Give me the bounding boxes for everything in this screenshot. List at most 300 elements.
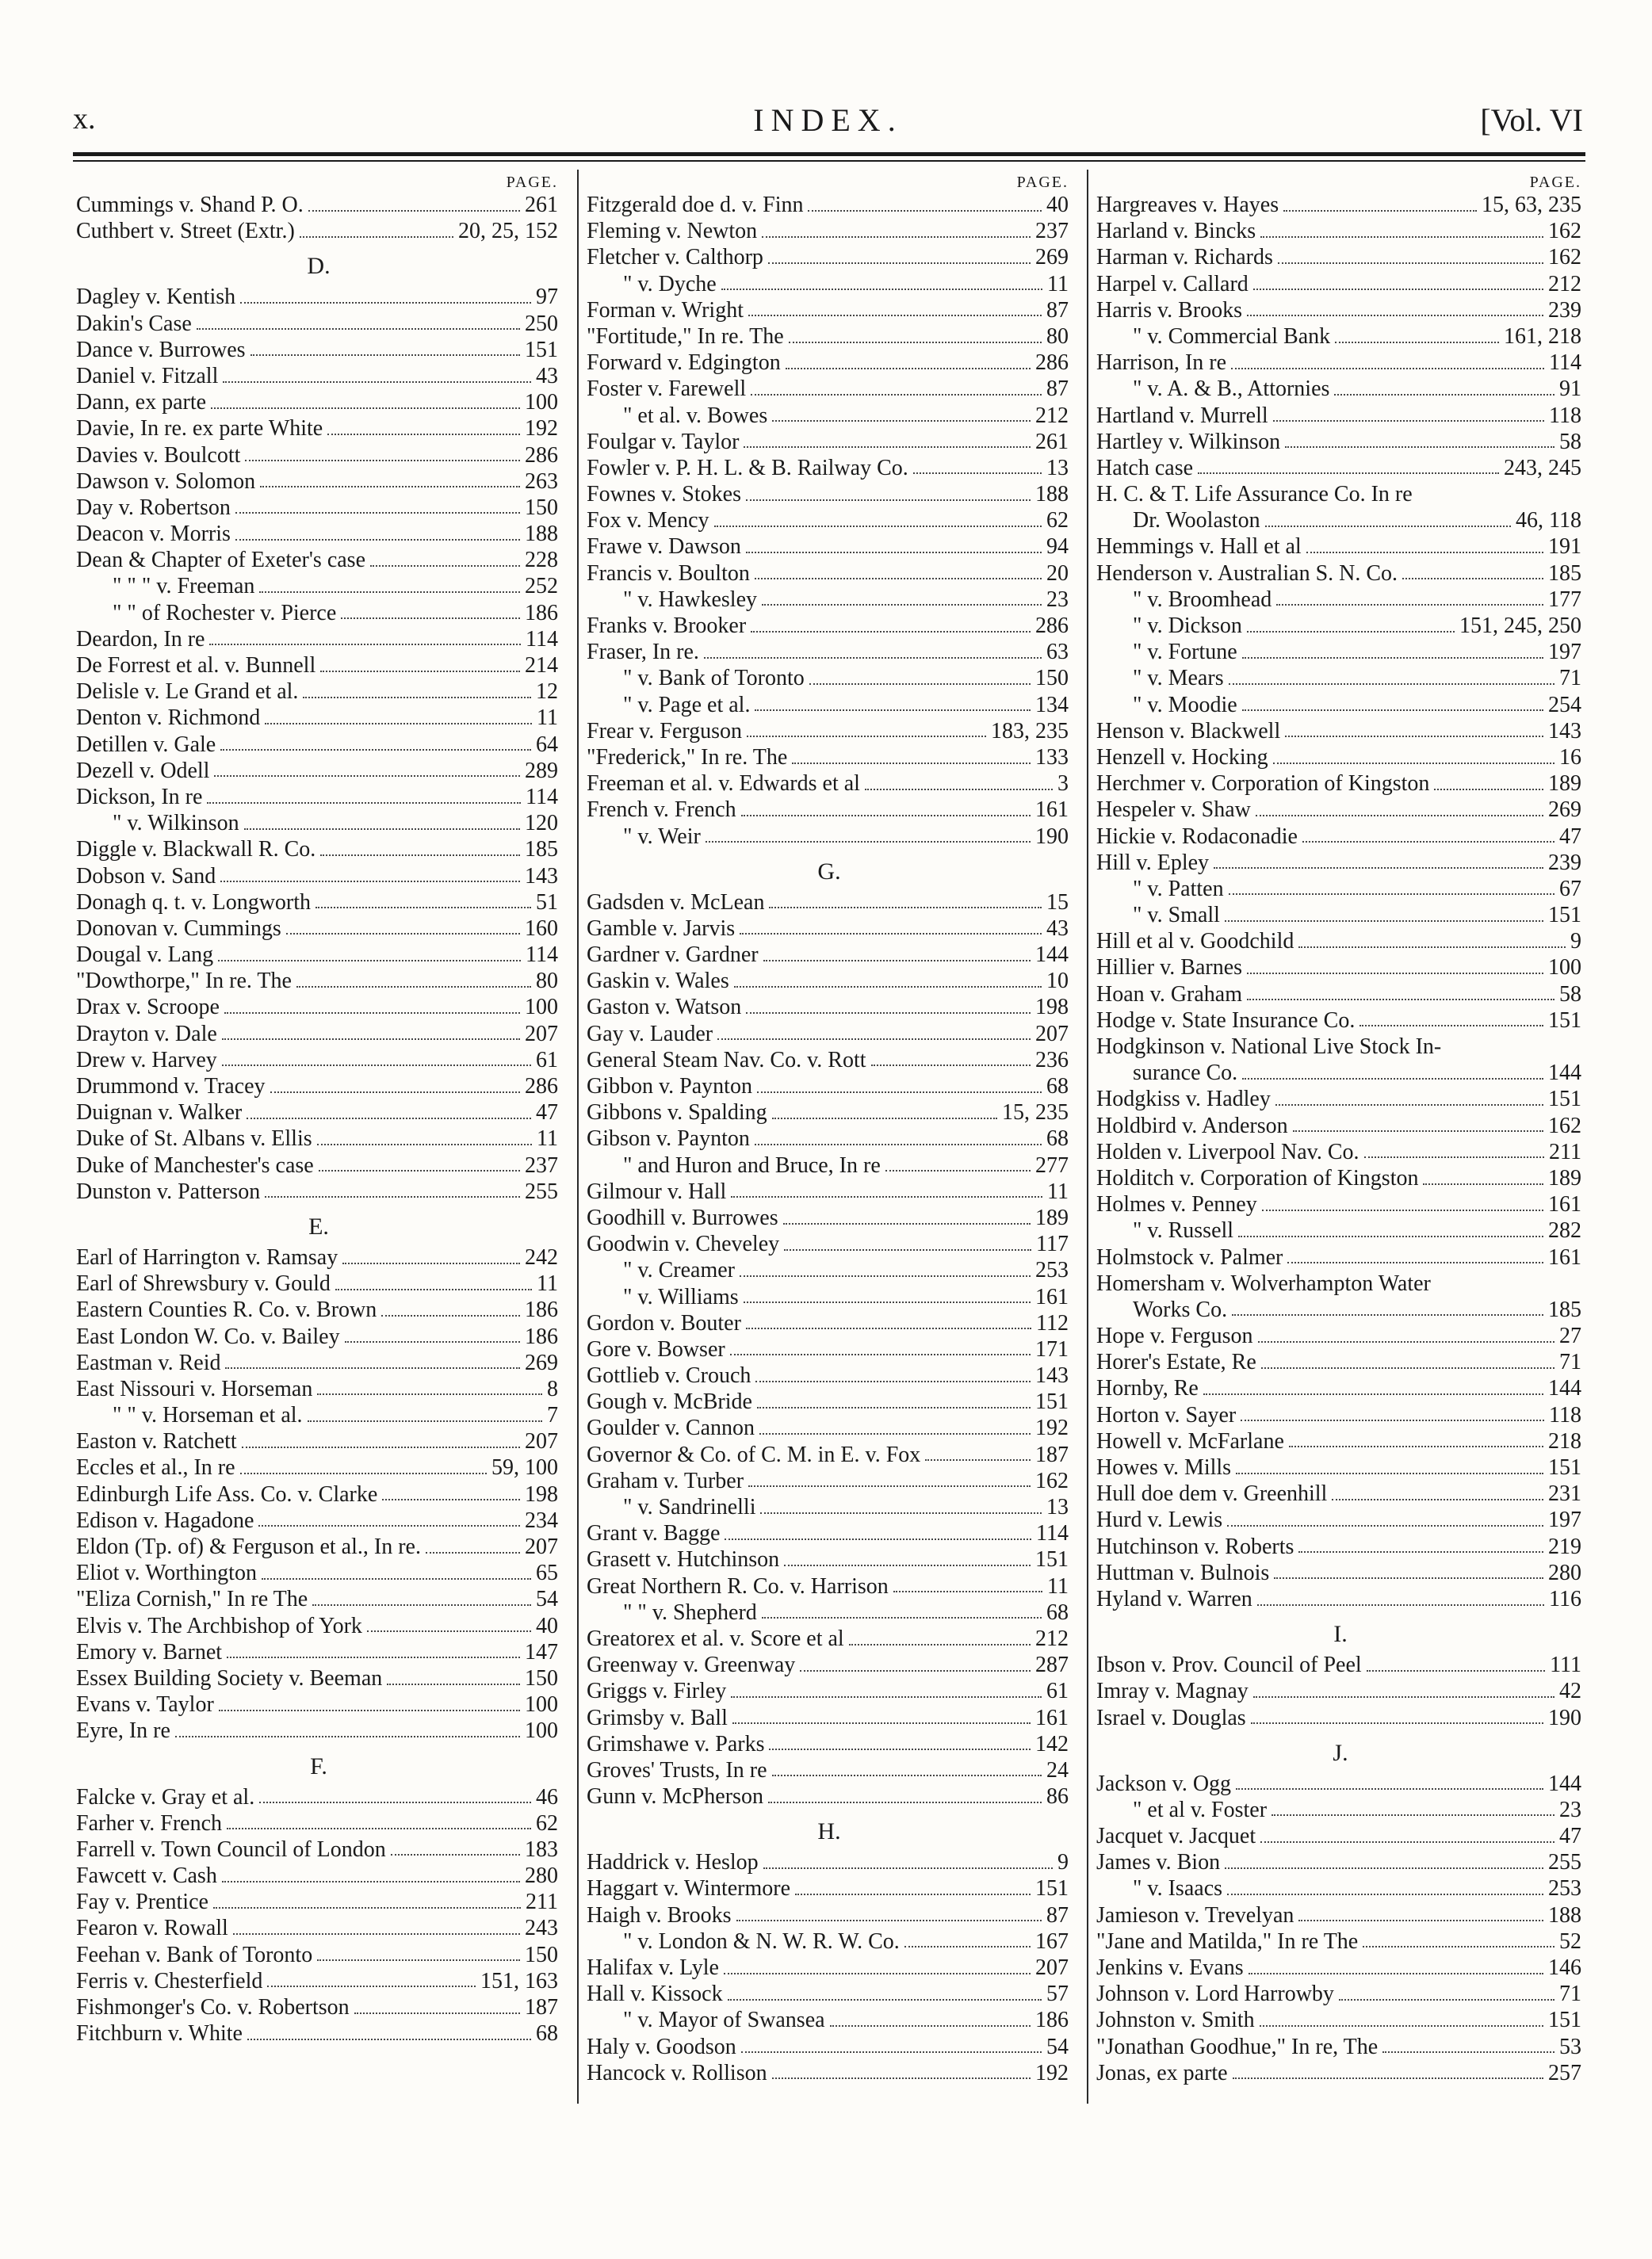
index-entry (76, 389, 561, 415)
page-reference: 46, 118 (1516, 508, 1581, 533)
index-entry (1096, 1007, 1585, 1034)
dot-leader (1253, 277, 1543, 290)
case-name: Feehan v. Bank of Toronto (76, 1942, 313, 1967)
index-entry (76, 192, 561, 218)
dot-leader (207, 791, 521, 804)
dot-leader (222, 1870, 520, 1882)
index-entry (76, 1837, 561, 1863)
dot-leader (240, 1462, 487, 1474)
index-entry (1096, 1060, 1585, 1086)
case-name: Ibson v. Prov. Council of Peel (1096, 1653, 1362, 1678)
index-entry (76, 968, 561, 994)
case-name: Hill v. Epley (1096, 850, 1210, 875)
index-entry (1096, 981, 1585, 1007)
page-reference: 8 (547, 1376, 558, 1401)
dot-leader (267, 1974, 476, 1987)
case-name: Dawson v. Solomon (76, 468, 256, 494)
case-name: " v. Fortune (1133, 640, 1237, 665)
case-name: Donagh q. t. v. Longworth (76, 889, 312, 915)
page-reference: 143 (525, 863, 558, 889)
page-reference: 211 (526, 1890, 558, 1915)
case-name: Henson v. Blackwell (1096, 718, 1281, 743)
index-entry (587, 1902, 1072, 1928)
page-reference: 151 (1548, 2008, 1581, 2033)
case-name: " v. Dickson (1133, 613, 1242, 638)
dot-leader (259, 1791, 531, 1803)
dot-leader (1446, 1042, 1577, 1053)
dot-leader (731, 1185, 1042, 1198)
index-entry (1096, 481, 1585, 507)
dot-leader (792, 751, 1031, 764)
page-reference: 151, 163 (480, 1968, 558, 1993)
index-entry (76, 1021, 561, 1047)
case-name: " and Huron and Bruce, In re (623, 1152, 881, 1178)
case-name: Hartland v. Murrell (1096, 403, 1268, 428)
case-name: Earl of Harrington v. Ramsay (76, 1244, 338, 1270)
dot-leader (762, 1606, 1042, 1619)
case-name: General Steam Nav. Co. v. Rott (587, 1047, 866, 1072)
index-entry (76, 547, 561, 573)
index-entry (76, 573, 561, 599)
case-name: Hurd v. Lewis (1096, 1508, 1223, 1533)
page-reference: 133 (1035, 744, 1069, 770)
case-name: Harland v. Bincks (1096, 219, 1256, 244)
dot-leader (751, 620, 1031, 633)
page-reference: 162 (1548, 219, 1581, 244)
dot-leader (1417, 489, 1577, 500)
dot-leader (220, 870, 520, 882)
page-reference: 277 (1035, 1152, 1069, 1178)
dot-leader (741, 804, 1031, 816)
case-name: Hill et al v. Goodchild (1096, 929, 1294, 954)
page-reference: 58 (1559, 981, 1581, 1007)
index-entry (76, 942, 561, 968)
dot-leader (1273, 751, 1554, 764)
page-reference: 57 (1046, 1982, 1069, 2007)
dot-leader (800, 1659, 1031, 1672)
page-reference: 144 (1035, 942, 1069, 968)
dot-leader (211, 396, 520, 409)
index-entry (587, 1928, 1072, 1955)
case-name: " v. Dyche (623, 271, 717, 296)
index-column-3 (1096, 173, 1585, 2086)
dot-leader (1287, 1251, 1543, 1263)
case-name: Haigh v. Brooks (587, 1902, 732, 1928)
case-name: Frawe v. Dawson (587, 534, 741, 560)
case-name: " " v. Horseman et al. (113, 1403, 303, 1428)
page-reference: 190 (1548, 1705, 1581, 1730)
dot-leader (1260, 2014, 1543, 2027)
index-entry (1096, 2007, 1585, 2033)
page-reference: 197 (1548, 1508, 1581, 1533)
dot-leader (1332, 1488, 1543, 1500)
case-name: Frear v. Ferguson (587, 718, 742, 743)
page-reference: 255 (525, 1179, 558, 1204)
page-reference: 151 (1035, 1876, 1069, 1902)
index-entry (1096, 1849, 1585, 1875)
dot-leader (1423, 1172, 1543, 1185)
index-entry (1096, 218, 1585, 244)
dot-leader (1293, 1119, 1543, 1132)
dot-leader (1256, 804, 1543, 816)
index-entry (587, 1099, 1072, 1126)
index-entry (76, 732, 561, 758)
page-reference: 231 (1548, 1481, 1581, 1507)
page-reference: 218 (1548, 1428, 1581, 1454)
index-entry (587, 1520, 1072, 1546)
index-entry (76, 705, 561, 731)
index-entry (76, 1376, 561, 1402)
case-name: " v. Mears (1133, 666, 1224, 691)
index-entry (76, 994, 561, 1020)
index-entry (1096, 797, 1585, 823)
index-entry (1096, 587, 1585, 613)
case-name: " v. Williams (623, 1284, 739, 1309)
case-name: Henzell v. Hocking (1096, 744, 1268, 770)
index-entry (76, 1047, 561, 1073)
index-entry (1096, 902, 1585, 928)
page-reference: 27 (1559, 1324, 1581, 1349)
case-name: Gibbons v. Spalding (587, 1100, 767, 1126)
section-letter: F. (310, 1753, 327, 1779)
dot-leader (1302, 830, 1554, 843)
index-entry (76, 1402, 561, 1428)
dot-leader (1257, 1593, 1544, 1606)
page-reference: 15, 63, 235 (1482, 193, 1581, 217)
dot-leader (320, 843, 520, 856)
index-entry (76, 1481, 561, 1508)
dot-leader (235, 528, 520, 541)
dot-leader (865, 778, 1053, 790)
page-reference: 23 (1559, 1797, 1581, 1822)
page-reference: 20, 25, 152 (458, 219, 558, 244)
page-reference: 234 (525, 1508, 558, 1533)
dot-leader (1253, 1685, 1554, 1698)
dot-leader (220, 738, 531, 751)
dot-leader (1198, 461, 1499, 474)
index-entry (1096, 2034, 1585, 2060)
page-reference: 186 (525, 600, 558, 625)
page-reference: 214 (525, 653, 558, 678)
page-reference: 62 (1046, 508, 1069, 533)
column-divider (577, 170, 579, 2104)
dot-leader (746, 488, 1031, 501)
case-name: " v. Sandrinelli (623, 1495, 756, 1519)
index-entry (1096, 692, 1585, 718)
case-name: " v. Weir (623, 824, 701, 849)
case-name: Farher v. French (76, 1810, 223, 1836)
page-reference: 112 (1036, 1310, 1069, 1336)
page-reference: 52 (1559, 1928, 1581, 1954)
case-name: Daniel v. Fitzall (76, 363, 219, 388)
case-name: Gough v. McBride (587, 1389, 752, 1415)
case-name: Evans v. Taylor (76, 1692, 214, 1718)
dot-leader (227, 1817, 531, 1829)
index-entry (587, 271, 1072, 297)
page-reference: 269 (1035, 245, 1069, 270)
case-name: Dunston v. Patterson (76, 1179, 261, 1204)
index-entry (1096, 1139, 1585, 1165)
index-entry (1096, 928, 1585, 954)
dot-leader (250, 343, 520, 356)
section-letter: G. (817, 858, 841, 885)
dot-leader (242, 1435, 520, 1448)
case-name: Hickie v. Rodaconadie (1096, 824, 1298, 849)
case-name: Edinburgh Life Ass. Co. v. Clarke (76, 1481, 378, 1507)
dot-leader (1436, 1278, 1577, 1289)
case-name: Eyre, In re (76, 1718, 170, 1744)
index-entry (587, 915, 1072, 942)
dot-leader (1364, 1145, 1545, 1158)
page-reference: 207 (1035, 1955, 1069, 1980)
dot-leader (755, 698, 1031, 711)
case-name: Fitzgerald doe d. v. Finn (587, 193, 804, 217)
case-name: Dance v. Burrowes (76, 337, 246, 362)
index-entry (76, 495, 561, 521)
case-name: Hyland v. Warren (1096, 1586, 1252, 1611)
page-reference: 151 (525, 337, 558, 362)
dot-leader (717, 1027, 1031, 1040)
index-entry (76, 678, 561, 705)
page-reference: 97 (536, 285, 558, 310)
dot-leader (1382, 2040, 1554, 2053)
page-reference: 43 (536, 363, 558, 388)
index-entry (76, 1994, 561, 2020)
dot-leader (769, 1737, 1031, 1750)
index-entry (587, 1126, 1072, 1152)
index-entry (76, 442, 561, 468)
index-entry (1096, 1797, 1585, 1823)
page-reference: 280 (525, 1863, 558, 1889)
index-entry (587, 244, 1072, 270)
page-reference: 212 (1035, 1626, 1069, 1651)
dot-leader (317, 1133, 532, 1145)
case-name: Fowler v. P. H. L. & B. Railway Co. (587, 455, 908, 480)
dot-leader (240, 291, 531, 304)
page-reference: 11 (1047, 271, 1069, 296)
index-entry (76, 1428, 561, 1454)
page-reference: 151 (1035, 1547, 1069, 1573)
dot-leader (913, 461, 1042, 474)
case-name: Edison v. Hagadone (76, 1508, 254, 1533)
page-reference: 212 (1548, 271, 1581, 296)
index-entry (1096, 1428, 1585, 1454)
case-name: East London W. Co. v. Bailey (76, 1324, 340, 1349)
dot-leader (354, 2001, 520, 2014)
case-name: Hancock v. Rollison (587, 2060, 767, 2085)
index-entry (587, 455, 1072, 481)
section-letter: I. (1333, 1621, 1348, 1648)
index-entry (587, 376, 1072, 402)
case-name: Francis v. Boulton (587, 560, 750, 586)
case-name: Goulder v. Cannon (587, 1416, 755, 1441)
dot-leader (244, 817, 520, 830)
index-entry (1096, 770, 1585, 797)
index-entry (1096, 507, 1585, 533)
dot-leader (245, 449, 520, 461)
dot-leader (1298, 1540, 1543, 1553)
dot-leader (197, 317, 520, 330)
dot-leader (218, 949, 521, 961)
index-entry (587, 323, 1072, 350)
dot-leader (262, 1567, 531, 1580)
index-entry (76, 468, 561, 495)
dot-leader (1227, 1514, 1543, 1527)
dot-leader (1402, 567, 1543, 579)
page-reference: 185 (525, 837, 558, 862)
index-entry (587, 587, 1072, 613)
index-entry (76, 337, 561, 363)
index-entry (587, 350, 1072, 376)
page-reference: 191 (1548, 534, 1581, 560)
page-reference: 192 (525, 416, 558, 441)
case-name: Duke of St. Albans v. Ellis (76, 1126, 312, 1152)
case-name: Harpel v. Callard (1096, 271, 1249, 296)
dot-leader (732, 1711, 1031, 1724)
page-reference: 118 (1549, 1402, 1581, 1428)
page-reference: 16 (1559, 744, 1581, 770)
page-reference: 257 (1548, 2060, 1581, 2085)
dot-leader (1225, 909, 1543, 922)
case-name: " v. Bank of Toronto (623, 666, 805, 691)
case-name: Dougal v. Lang (76, 942, 214, 968)
case-name: " v. Broomhead (1133, 587, 1272, 612)
dot-leader (308, 1409, 542, 1422)
page-number: x. (73, 102, 96, 136)
page-reference: 100 (525, 390, 558, 415)
page-reference: 47 (1559, 1824, 1581, 1849)
case-name: "Dowthorpe," In re. The (76, 969, 292, 994)
dot-leader (270, 1080, 520, 1093)
case-name: Jamieson v. Trevelyan (1096, 1902, 1294, 1928)
index-entry (587, 1415, 1072, 1441)
case-name: Hall v. Kissock (587, 1982, 723, 2007)
index-entry (587, 1494, 1072, 1520)
index-entry (1096, 2060, 1585, 2086)
page-reference: 65 (536, 1561, 558, 1586)
index-entry (587, 403, 1072, 429)
case-name: Ferris v. Chesterfield (76, 1968, 263, 1993)
dot-leader (748, 1474, 1031, 1487)
case-name: Horer's Estate, Re (1096, 1350, 1256, 1375)
case-name: Denton v. Richmond (76, 705, 261, 731)
index-entry (587, 1705, 1072, 1731)
case-name: Harris v. Brooks (1096, 297, 1243, 323)
page-reference: 59, 100 (491, 1455, 558, 1481)
index-entry (587, 613, 1072, 639)
case-name: Howell v. McFarlane (1096, 1428, 1284, 1454)
page-reference: 160 (525, 915, 558, 941)
dot-leader (1265, 514, 1511, 527)
page-reference: 188 (1035, 482, 1069, 507)
dot-leader (724, 1962, 1031, 1974)
index-entry (76, 1718, 561, 1744)
page-reference: 87 (1046, 376, 1069, 402)
case-name: " v. Isaacs (1133, 1876, 1223, 1902)
case-name: Hodge v. State Insurance Co. (1096, 1007, 1356, 1033)
index-entry (76, 1968, 561, 1994)
case-name: Gore v. Bowser (587, 1336, 725, 1362)
page-reference: 261 (525, 193, 558, 217)
page-reference: 186 (1035, 2008, 1069, 2033)
dot-leader (1258, 1330, 1554, 1343)
page-reference: 91 (1559, 376, 1581, 402)
case-name: Hartley v. Wilkinson (1096, 429, 1281, 454)
case-name: " " " v. Freeman (113, 574, 255, 599)
dot-leader (762, 225, 1031, 238)
dot-leader (772, 409, 1031, 422)
case-name: Earl of Shrewsbury v. Gould (76, 1271, 331, 1297)
page-column-label: PAGE. (506, 174, 558, 191)
index-entry (1096, 1586, 1585, 1612)
dot-leader (259, 580, 520, 593)
case-name: Dezell v. Odell (76, 758, 210, 783)
case-name: Hemmings v. Hall et al (1096, 534, 1302, 560)
case-name: " v. Commercial Bank (1133, 323, 1331, 349)
case-name: Day v. Robertson (76, 495, 231, 520)
dot-leader (214, 764, 520, 777)
dot-leader (746, 1317, 1031, 1329)
dot-leader (744, 1290, 1031, 1303)
dot-leader (303, 686, 531, 698)
index-entry (76, 1324, 561, 1350)
dot-leader (265, 712, 532, 724)
dot-leader (1278, 251, 1543, 264)
dot-leader (1298, 935, 1566, 948)
page-reference: 120 (525, 811, 558, 836)
case-name: Eliot v. Worthington (76, 1561, 257, 1586)
case-name: Dann, ex parte (76, 390, 207, 415)
dot-leader (748, 304, 1042, 316)
dot-leader (260, 475, 520, 487)
dot-leader (1275, 1093, 1543, 1106)
index-entry (587, 889, 1072, 915)
case-name: Drummond v. Tracey (76, 1074, 266, 1099)
case-name: Homersham v. Wolverhampton Water (1096, 1271, 1431, 1296)
dot-leader (925, 1448, 1031, 1461)
index-entry (587, 1310, 1072, 1336)
dot-leader (1335, 331, 1499, 343)
dot-leader (286, 922, 520, 935)
index-entry (1096, 1217, 1585, 1244)
case-name: Farrell v. Town Council of London (76, 1837, 386, 1862)
case-name: " v. Page et al. (623, 692, 751, 717)
dot-leader (209, 633, 521, 645)
dot-leader (1247, 988, 1554, 1000)
page-reference: 111 (1550, 1653, 1581, 1678)
page-reference: 61 (1046, 1679, 1069, 1704)
page-reference: 269 (1548, 797, 1581, 823)
page-reference: 189 (1548, 1165, 1581, 1191)
page-reference: 237 (525, 1152, 558, 1178)
case-name: Goodwin v. Cheveley (587, 1232, 780, 1257)
index-entry (587, 1783, 1072, 1810)
case-name: Deacon v. Morris (76, 522, 231, 547)
index-entry (76, 1863, 561, 1889)
case-name: French v. French (587, 797, 736, 823)
case-name: " et al v. Foster (1133, 1797, 1268, 1822)
index-entry (587, 1442, 1072, 1468)
dot-leader (247, 2028, 531, 2040)
index-entry (587, 1573, 1072, 1600)
index-entry (1096, 1875, 1585, 1902)
case-name: Hodgkiss v. Hadley (1096, 1087, 1271, 1112)
case-name: Gottlieb v. Crouch (587, 1363, 751, 1389)
page-reference: 40 (536, 1613, 558, 1638)
case-name: Harrison, In re (1096, 350, 1227, 376)
page-reference: 185 (1548, 1297, 1581, 1322)
index-entry (76, 1665, 561, 1691)
